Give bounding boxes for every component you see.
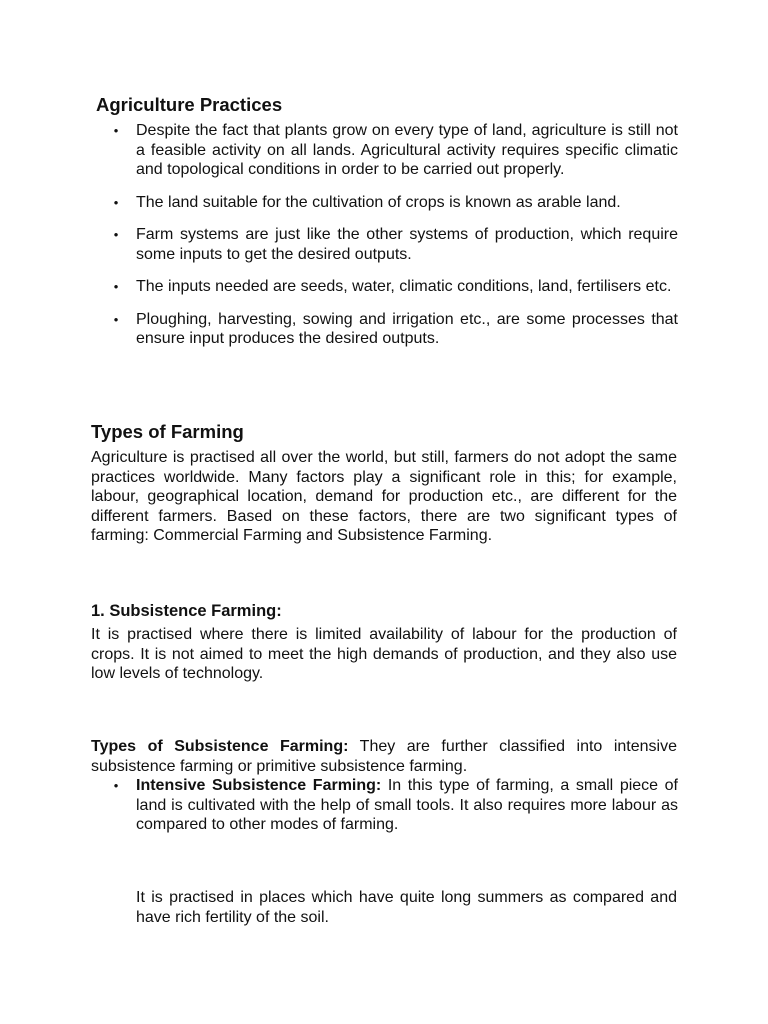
types-of-subsistence-text: They are further classified into intensive subsistence farming or primitive subsistence farming. [91,738,677,775]
types-of-subsistence-paragraph [91,737,677,776]
list-item [110,225,678,264]
list-item [110,277,678,297]
bullet-marker: • [113,123,119,138]
bullet-marker: • [113,227,119,242]
section-heading-agriculture-practices: Agriculture Practices [96,94,283,115]
list-item [110,776,678,835]
list-item [110,121,678,180]
list-item [110,310,678,349]
bullet-text: The inputs needed are seeds, water, climatic conditions, land, fertilisers etc. [136,278,672,295]
agriculture-bullet-list [110,121,678,349]
subsistence-types-bullet-list [110,776,678,835]
intensive-followup-paragraph: It is practised in places which have quite long summers as compared and have rich fertility of the soil. [136,889,677,926]
list-item [110,193,678,213]
bullet-marker: • [113,279,119,294]
intensive-subsistence-label: Intensive Subsistence Farming: [136,777,382,794]
bullet-text: Despite the fact that plants grow on every type of land, agriculture is still not a feasible activity on all lands. Agricultural activity requires specific climatic and topological conditions in order to be carried out properly. [136,122,678,178]
bullet-marker: • [113,194,119,210]
types-of-subsistence-label: Types of Subsistence Farming: [91,738,349,755]
bullet-text [136,776,678,835]
bullet-text: Farm systems are just like the other systems of production, which require some inputs to get the desired outputs. [136,226,678,263]
bullet-marker: • [113,311,119,327]
intensive-subsistence-text: In this type of farming, a small piece of land is cultivated with the help of small tools. It also requires more labour as compared to other modes of farming. [136,777,679,833]
bullet-marker: • [113,778,119,793]
section-heading-subsistence-farming: 1. Subsistence Farming: [91,602,282,620]
bullet-text: Ploughing, harvesting, sowing and irrigation etc., are some processes that ensure input produces the desired outputs. [136,310,678,347]
section-heading-types-of-farming: Types of Farming [91,421,244,442]
bullet-text: The land suitable for the cultivation of crops is known as arable land. [136,193,621,211]
types-of-farming-paragraph: Agriculture is practised all over the world, but still, farmers do not adopt the same practices worldwide. Many factors play a significant role in this; for example, labour, geographical location, demand for production etc., are different for the different farmers. Based on these factors, there are two significant types of farming: Commercial Farming and Subsistence Farming. [91,449,677,544]
subsistence-farming-paragraph: It is practised where there is limited availability of labour for the production of crops. It is not aimed to meet the high demands of production, and they also use low levels of technology. [91,626,677,682]
